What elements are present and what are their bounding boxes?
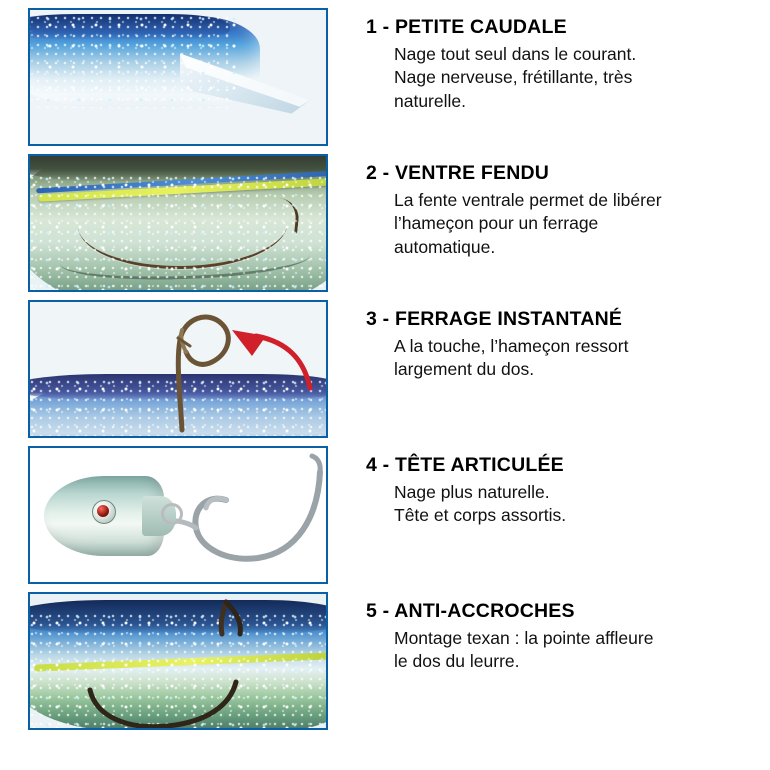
feature-text — [328, 8, 760, 113]
feature-body-line: Nage plus naturelle. — [394, 482, 550, 503]
feature-list — [28, 8, 760, 730]
feature-body-line: automatique. — [394, 236, 496, 257]
feature-text — [328, 592, 760, 674]
feature-body-line: A la touche, l’hameçon ressort — [394, 336, 629, 357]
tete-articulee-photo — [28, 446, 328, 584]
feature-title: 4 - TÊTE ARTICULÉE — [366, 454, 564, 476]
ventre-fendu-photo — [28, 154, 328, 292]
feature-title: 2 - VENTRE FENDU — [366, 162, 550, 184]
feature-body-line: Nage tout seul dans le courant. — [394, 44, 637, 65]
texan-hook-icon — [30, 594, 328, 730]
feature-title: 1 - PETITE CAUDALE — [366, 16, 567, 38]
feature-row — [28, 300, 760, 438]
feature-row — [28, 592, 760, 730]
anti-accroches-photo — [28, 592, 328, 730]
feature-text — [328, 154, 760, 259]
feature-body-line: l’hameçon pour un ferrage — [394, 213, 599, 234]
arrow-icon — [226, 326, 322, 398]
feature-title: 5 - ANTI-ACCROCHES — [366, 600, 575, 622]
feature-row — [28, 446, 760, 584]
feature-row — [28, 8, 760, 146]
feature-body-line: naturelle. — [394, 90, 466, 111]
feature-body — [366, 39, 760, 112]
ferrage-instantane-photo — [28, 300, 328, 438]
feature-body-line: le dos du leurre. — [394, 651, 520, 672]
feature-body — [366, 623, 760, 673]
feature-body — [366, 185, 760, 258]
feature-row — [28, 154, 760, 292]
feature-body-line: La fente ventrale permet de libérer — [394, 190, 662, 211]
feature-body — [366, 477, 760, 527]
petite-caudale-photo — [28, 8, 328, 146]
feature-body-line: Nage nerveuse, frétillante, très — [394, 67, 633, 88]
feature-text — [328, 446, 760, 528]
feature-text — [328, 300, 760, 382]
feature-body-line: Tête et corps assortis. — [394, 505, 567, 526]
feature-title: 3 - FERRAGE INSTANTANÉ — [366, 308, 623, 330]
feature-body-line: Montage texan : la pointe affleure — [394, 628, 654, 649]
feature-body — [366, 331, 760, 381]
feature-body-line: largement du dos. — [394, 359, 535, 380]
